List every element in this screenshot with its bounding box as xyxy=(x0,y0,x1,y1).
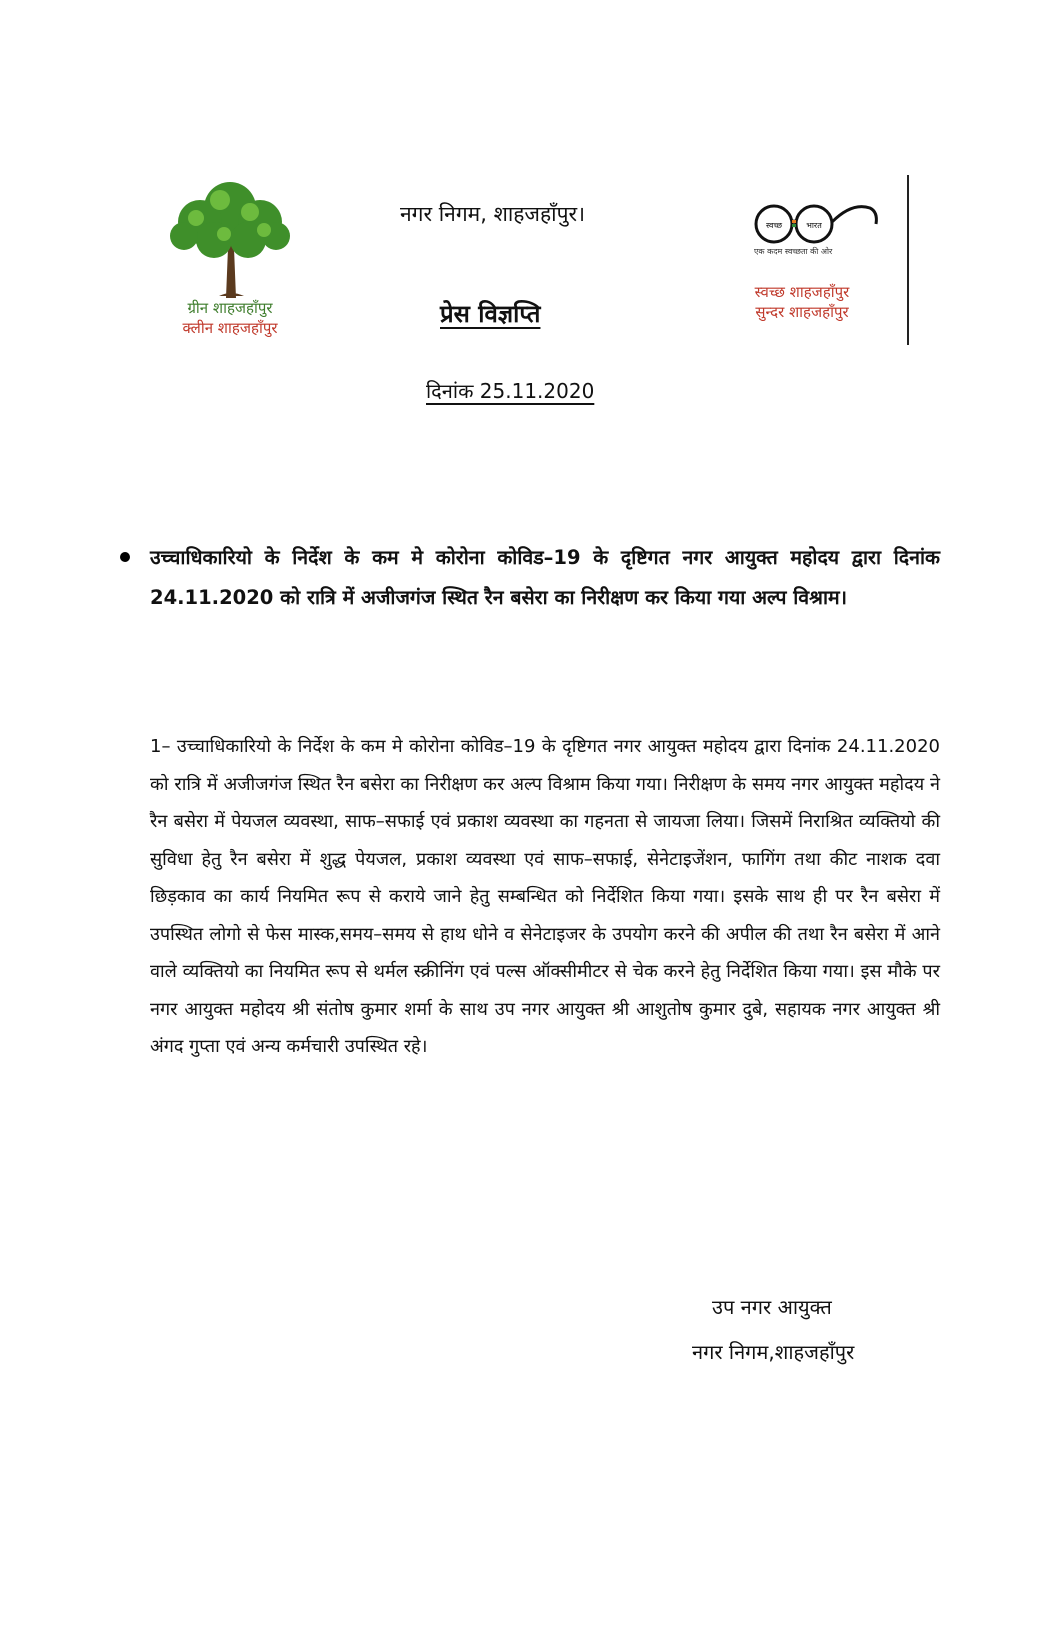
release-date: दिनांक 25.11.2020 xyxy=(426,379,595,403)
logo-left-line1: ग्रीन शाहजहाँपुर xyxy=(187,299,273,317)
organization-name: नगर निगम, शाहजहाँपुर। xyxy=(400,202,586,226)
headline: उच्चाधिकारियो के निर्देश के कम मे कोरोना कोविड–19 के दृष्टिगत नगर आयुक्त महोदय द्वारा दिनांक 24.11.2020 को रात्रि में अजीजगंज स्थित रैन बसेरा का निरीक्षण कर किया गया अल्प विश्राम। xyxy=(150,546,940,609)
logo-right-line1: स्वच्छ शाहजहाँपुर xyxy=(754,283,850,301)
tree-icon xyxy=(164,178,296,298)
green-shahjahanpur-logo xyxy=(160,178,300,348)
header-divider xyxy=(907,175,909,345)
swachh-bharat-logo xyxy=(752,178,912,348)
lens-left-text: स्वच्छ xyxy=(765,221,783,230)
logo-right-line2: सुन्दर शाहजहाँपुर xyxy=(755,303,849,321)
body-paragraph: 1– उच्चाधिकारियो के निर्देश के कम मे कोरोना कोविड–19 के दृष्टिगत नगर आयुक्त महोदय द्वारा दिनांक 24.11.2020 को रात्रि में अजीजगंज स्थित रैन बसेरा का निरीक्षण कर अल्प विश्राम किया गया। निरीक्षण के समय नगर आयुक्त महोदय ने रैन बसेरा में पेयजल व्यवस्था, साफ–सफाई एवं प्रकाश व्यवस्था का गहनता से जायजा लिया। जिसमें निराश्रित व्यक्तियो की सुविधा हेतु रैन बसेरा में शुद्ध पेयजल, प्रकाश व्यवस्था एवं साफ–सफाई, सेनेटाइजेंशन, फागिंग तथा कीट नाशक दवा छिड़काव का कार्य नियमित रूप से कराये जाने हेतु सम्बन्धित को निर्देशित किया गया। इसके साथ ही पर रैन बसेरा में उपस्थित लोगो से फेस मास्क,समय–समय से हाथ धोने व सेनेटाइजर के उपयोग करने की अपील की तथा रैन बसेरा में आने वाले व्यक्तियो का नियमित रूप से थर्मल स्क्रीनिंग एवं पल्स ऑक्सीमीटर से चेक करने हेतु निर्देशित किया गया। इस मौके पर नगर आयुक्त महोदय श्री संतोष कुमार शर्मा के साथ उप नगर आयुक्त श्री आशुतोष कुमार दुबे, सहायक नगर आयुक्त श्री अंगद गुप्ता एवं अन्य कर्मचारी उपस्थित रहे। xyxy=(150,736,940,1057)
bullet-icon xyxy=(120,552,130,562)
page-title: प्रेस विज्ञप्ति xyxy=(440,300,541,328)
spectacles-icon xyxy=(752,198,882,248)
signature-designation: उप नगर आयुक्त xyxy=(712,1295,832,1319)
logo-right-tagline: एक कदम स्वच्छता की ओर xyxy=(754,247,833,256)
lens-right-text: भारत xyxy=(806,221,822,230)
signature-office: नगर निगम,शाहजहाँपुर xyxy=(692,1340,855,1364)
logo-left-line2: क्लीन शाहजहाँपुर xyxy=(182,319,278,337)
